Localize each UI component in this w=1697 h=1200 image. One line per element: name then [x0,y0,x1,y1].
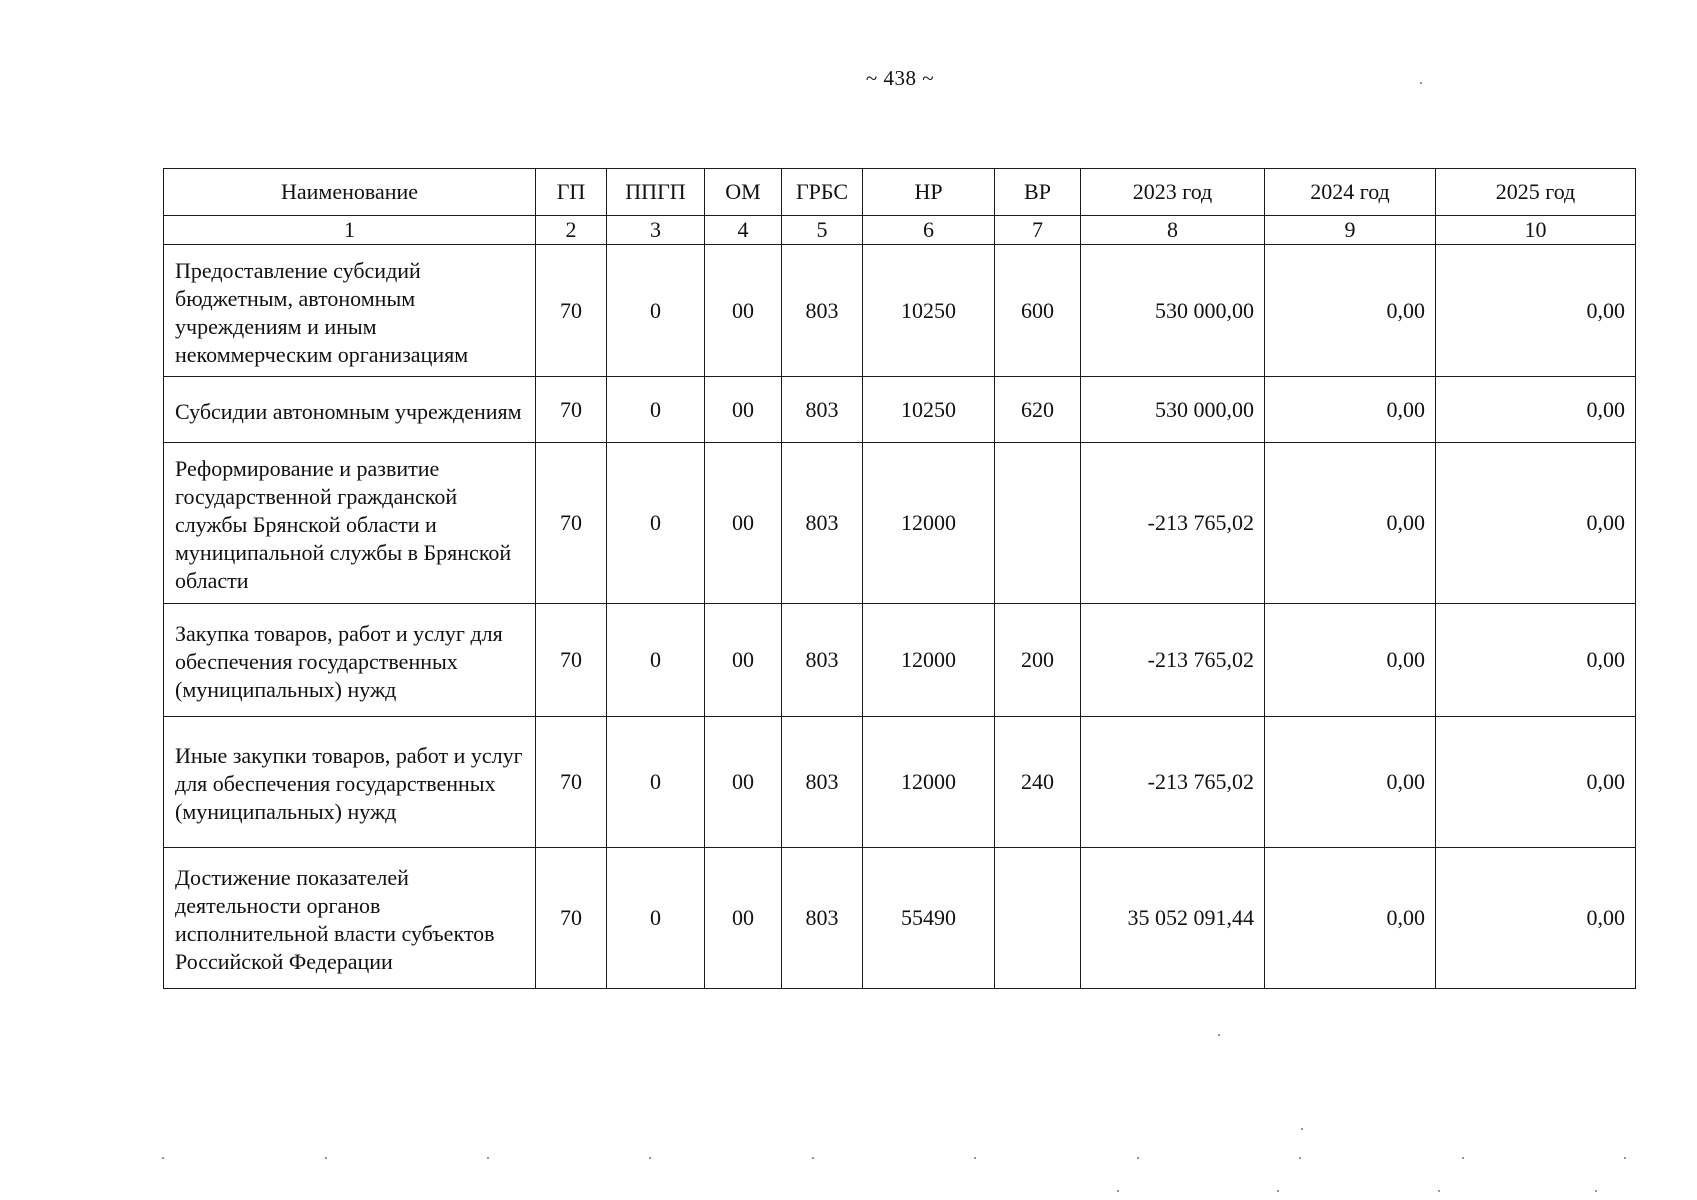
row-2023: 530 000,00 [1081,377,1265,443]
row-grbs: 803 [782,848,863,989]
scan-speck [974,1157,976,1159]
scan-speck [1137,1157,1139,1159]
header-2025: 2025 год [1436,169,1636,216]
scan-speck [1438,1190,1440,1192]
scan-speck [1301,1128,1303,1130]
row-ppgp: 0 [607,245,705,377]
row-vr [995,848,1081,989]
row-om: 00 [705,604,782,717]
row-2024: 0,00 [1265,717,1436,848]
column-number: 10 [1436,216,1636,245]
column-number: 9 [1265,216,1436,245]
scan-speck [1117,1190,1119,1192]
header-2024: 2024 год [1265,169,1436,216]
budget-table [163,168,1636,989]
scan-speck [487,1157,489,1159]
header-om: ОМ [705,169,782,216]
table-body [164,245,1636,989]
column-number: 5 [782,216,863,245]
row-gp: 70 [536,245,607,377]
scan-speck [162,1157,164,1159]
column-number: 1 [164,216,536,245]
table-header [164,169,1636,245]
scan-speck [1299,1157,1301,1159]
row-nr: 10250 [863,377,995,443]
scan-speck [1595,1190,1597,1192]
row-grbs: 803 [782,717,863,848]
row-vr: 600 [995,245,1081,377]
row-2024: 0,00 [1265,443,1436,604]
row-om: 00 [705,717,782,848]
row-name: Закупка товаров, работ и услуг для обеспечения государственных (муниципальных) нужд [164,604,536,717]
row-om: 00 [705,443,782,604]
header-vr: ВР [995,169,1081,216]
scan-speck [1462,1157,1464,1159]
row-gp: 70 [536,604,607,717]
row-2023: 35 052 091,44 [1081,848,1265,989]
row-name: Достижение показателей деятельности органов исполнительной власти субъектов Российской Федерации [164,848,536,989]
row-2025: 0,00 [1436,377,1636,443]
scan-speck [1624,1157,1626,1159]
row-nr: 55490 [863,848,995,989]
row-2025: 0,00 [1436,443,1636,604]
scan-speck [325,1157,327,1159]
row-gp: 70 [536,443,607,604]
row-grbs: 803 [782,604,863,717]
row-ppgp: 0 [607,604,705,717]
column-number: 8 [1081,216,1265,245]
row-vr: 200 [995,604,1081,717]
header-row [164,169,1636,216]
row-om: 00 [705,848,782,989]
header-gp: ГП [536,169,607,216]
scan-speck [812,1157,814,1159]
row-2025: 0,00 [1436,245,1636,377]
table-row [164,848,1636,989]
scan-speck [1277,1190,1279,1192]
scan-speck [1420,82,1422,84]
row-2023: 530 000,00 [1081,245,1265,377]
row-2023: -213 765,02 [1081,604,1265,717]
scan-speck [649,1157,651,1159]
scan-speck [1218,1034,1220,1036]
table-row [164,245,1636,377]
row-nr: 12000 [863,443,995,604]
row-name: Субсидии автономным учреждениям [164,377,536,443]
row-grbs: 803 [782,377,863,443]
table-row [164,604,1636,717]
row-nr: 12000 [863,717,995,848]
header-ppgp: ППГП [607,169,705,216]
row-grbs: 803 [782,245,863,377]
table-row [164,377,1636,443]
header-nr: НР [863,169,995,216]
row-ppgp: 0 [607,717,705,848]
row-gp: 70 [536,717,607,848]
row-vr [995,443,1081,604]
column-number: 6 [863,216,995,245]
row-2023: -213 765,02 [1081,717,1265,848]
row-name: Предоставление субсидий бюджетным, автономным учреждениям и иным некоммерческим организациям [164,245,536,377]
row-om: 00 [705,377,782,443]
row-nr: 12000 [863,604,995,717]
row-2024: 0,00 [1265,604,1436,717]
column-number: 7 [995,216,1081,245]
row-ppgp: 0 [607,377,705,443]
row-2024: 0,00 [1265,245,1436,377]
column-number: 2 [536,216,607,245]
row-gp: 70 [536,848,607,989]
row-2023: -213 765,02 [1081,443,1265,604]
page-number: ~ 438 ~ [865,66,935,90]
row-vr: 240 [995,717,1081,848]
column-number: 4 [705,216,782,245]
row-gp: 70 [536,377,607,443]
row-name: Реформирование и развитие государственной гражданской службы Брянской области и муниципальной службы в Брянской области [164,443,536,604]
row-ppgp: 0 [607,848,705,989]
header-name: Наименование [164,169,536,216]
row-nr: 10250 [863,245,995,377]
row-om: 00 [705,245,782,377]
table-row [164,717,1636,848]
row-2024: 0,00 [1265,848,1436,989]
column-number-row [164,216,1636,245]
row-2024: 0,00 [1265,377,1436,443]
row-name: Иные закупки товаров, работ и услуг для обеспечения государственных (муниципальных) нужд [164,717,536,848]
row-ppgp: 0 [607,443,705,604]
column-number: 3 [607,216,705,245]
row-2025: 0,00 [1436,604,1636,717]
row-vr: 620 [995,377,1081,443]
table-row [164,443,1636,604]
header-2023: 2023 год [1081,169,1265,216]
row-2025: 0,00 [1436,848,1636,989]
row-2025: 0,00 [1436,717,1636,848]
header-grbs: ГРБС [782,169,863,216]
row-grbs: 803 [782,443,863,604]
